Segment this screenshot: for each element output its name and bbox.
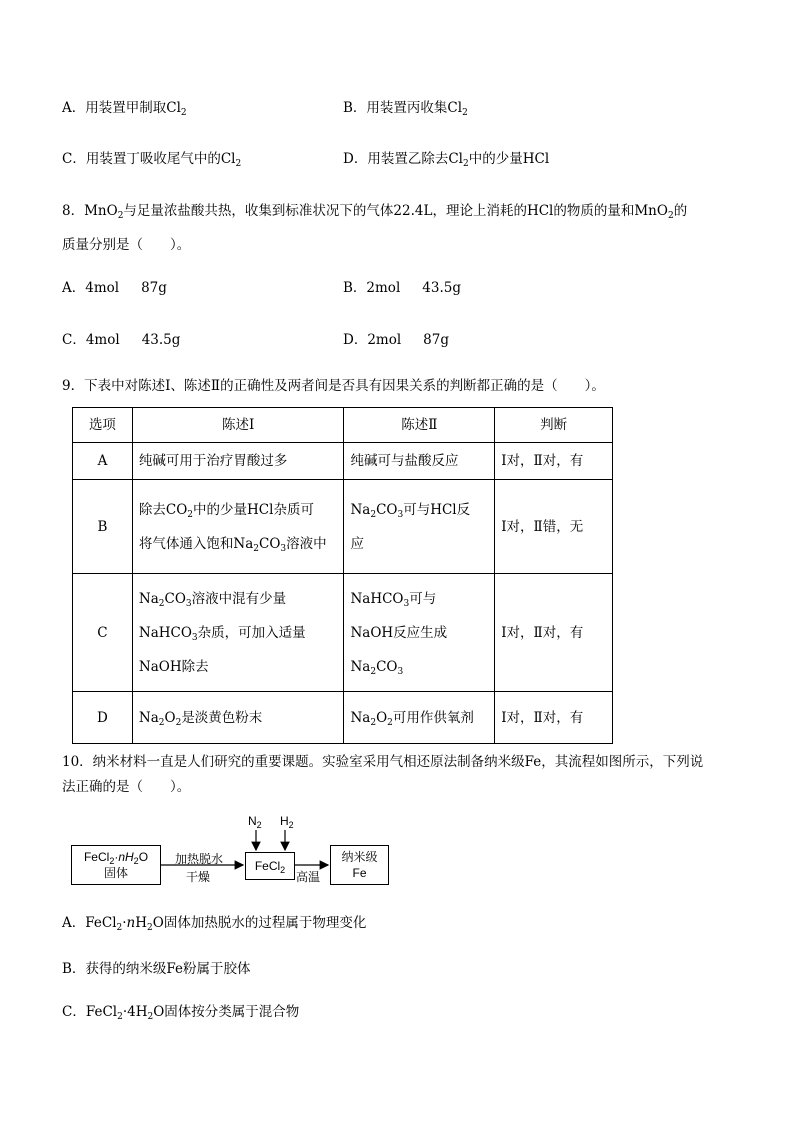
q8-option-d: D．2mol 87g [343,332,449,348]
q10-option-a: A．$FeCl_2\cdot nH_2O$固体加热脱水的过程属于物理变化 [62,915,367,933]
q8-stem-line2: 质量分别是（ ）。 [62,237,191,253]
table-row: A 纯碱可用于治疗胃酸过多 纯碱可与盐酸反应 Ⅰ对，Ⅱ对，有 [73,443,613,480]
flow-box-nano-fe: 纳米级 Fe [330,845,389,885]
q9-stem: 9．下表中对陈述Ⅰ、陈述Ⅱ的正确性及两者间是否具有因果关系的判断都正确的是（ ）。 [62,378,605,394]
header-option: 选项 [73,408,133,443]
header-statement-1: 陈述Ⅰ [132,408,344,443]
flow-label-h2: $H_2$ [280,814,294,830]
q8-stem-line1: 8．MnO$_2$与足量浓盐酸共热，收集到标准状况下的气体22.4L，理论上消耗的HCl的物质的量和MnO$_2$的 [62,203,688,221]
flow-label-dehydrate: 加热脱水 [175,852,224,866]
q7-option-a: A．用装置甲制取$Cl_2$ [62,100,187,118]
flow-label-high-temp: 高温 [296,870,321,884]
q10-option-b: B．获得的纳米级Fe粉属于胶体 [62,961,251,977]
header-statement-2: 陈述Ⅱ [344,408,495,443]
header-judgement: 判断 [495,408,613,443]
q10-stem-line1: 10．纳米材料一直是人们研究的重要课题。实验室采用气相还原法制备纳米级Fe，其流程如图所示，下列说 [62,754,704,770]
table-row: B 除去$CO_2$中的少量HCl杂质可 将气体通入饱和$Na_2CO_3$溶液中 $Na_2CO_3$可与HCl反 应 Ⅰ对，Ⅱ错，无 [73,480,613,574]
flow-label-dry: 干燥 [186,870,211,884]
flow-box-fecl2-hydrate: $FeCl_2\cdot nH_2O$ 固体 [71,845,161,885]
table-row: D $Na_2O_2$是淡黄色粉末 $Na_2O_2$可用作供氧剂 Ⅰ对，Ⅱ对，有 [73,692,613,744]
flow-box-fecl2: FeCl$_2$ [245,852,295,880]
q10-stem-line2: 法正确的是（ ）。 [62,779,191,795]
q7-option-b: B．用装置丙收集$Cl_2$ [343,100,468,118]
flow-label-n2: $N_2$ [248,814,262,830]
q10-option-c: C．$FeCl_2\cdot 4H_2O$固体按分类属于混合物 [62,1004,300,1022]
q8-option-b: B．2mol 43.5g [343,280,461,296]
q8-option-a: A．4mol 87g [62,280,167,296]
table-row: C $Na_2CO_3$溶液中混有少量 NaHCO$_3$杂质，可加入适量 NaOH除去 NaHCO$_3$可与 NaOH反应生成 $Na_2CO_3$ Ⅰ对，Ⅱ对，有 [73,574,613,692]
q7-option-d: D．用装置乙除去$Cl_2$中的少量HCl [343,151,550,169]
q7-option-c: C．用装置丁吸收尾气中的$Cl_2$ [62,151,242,169]
q8-option-c: C．4mol 43.5g [62,332,181,348]
